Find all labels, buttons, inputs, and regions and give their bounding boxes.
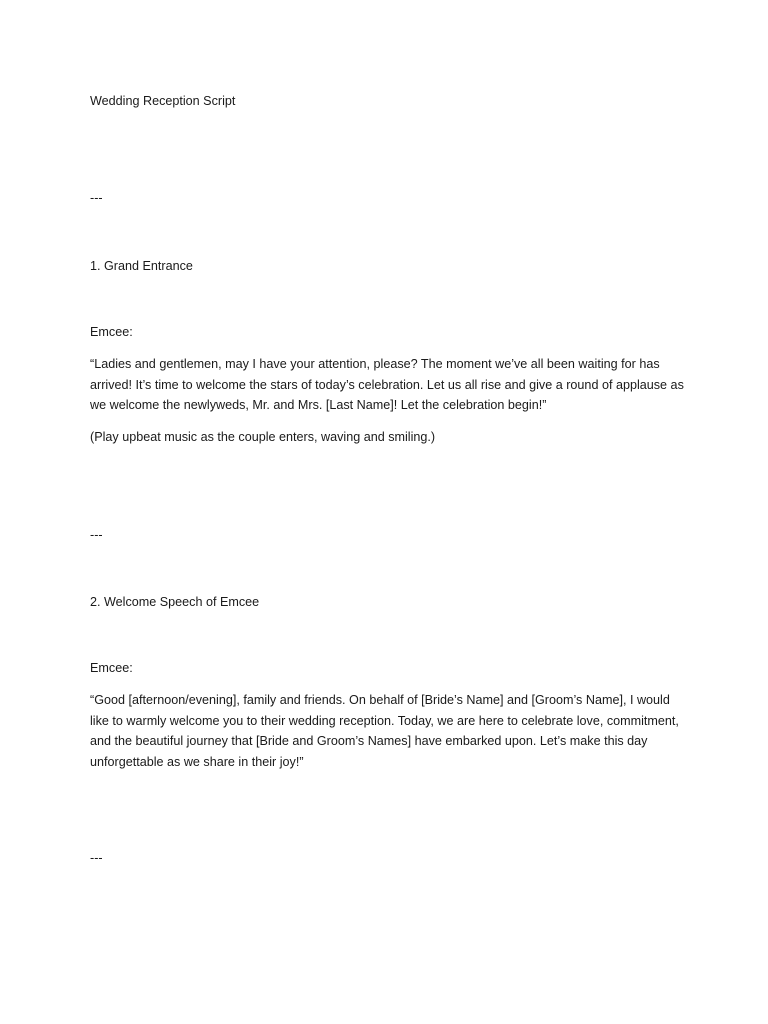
speech-paragraph: “Good [afternoon/evening], family and friends. On behalf of [Bride’s Name] and [Groom’s Name], I would like to warmly welcome you to their wedding reception. Today, we are here to celebrate love, commitment, and the beautiful journey that [Bride and Groom’s Names] have embarked upon. Let’s make this day unforgettable as we share in their joy!”	[90, 693, 679, 769]
speech-paragraph: “Ladies and gentlemen, may I have your attention, please? The moment we’ve all been waiting for has arrived! It’s time to welcome the stars of today’s celebration. Let us all rise and give a round of applause as we welcome the newlyweds, Mr. and Mrs. [Last Name]! Let the celebration begin!”	[90, 357, 684, 412]
separator: ---	[90, 528, 103, 542]
separator: ---	[90, 191, 103, 205]
separator: ---	[90, 851, 103, 865]
section-heading-grand-entrance: 1. Grand Entrance	[90, 259, 193, 273]
speaker-label: Emcee:	[90, 661, 133, 675]
section-heading-welcome-speech: 2. Welcome Speech of Emcee	[90, 595, 260, 609]
document-title: Wedding Reception Script	[90, 94, 236, 108]
stage-direction: (Play upbeat music as the couple enters, waving and smiling.)	[90, 430, 436, 444]
speaker-label: Emcee:	[90, 325, 133, 339]
